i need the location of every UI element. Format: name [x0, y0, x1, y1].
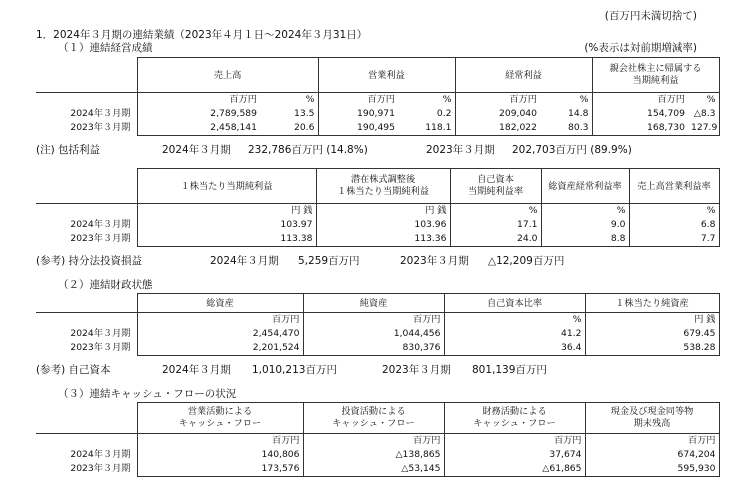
row-label: 2023年３月期 — [70, 342, 131, 354]
unit-pct: % — [260, 93, 318, 108]
header-bps: １株当たり純資産 — [585, 294, 719, 313]
unit-label: 円 銭 — [137, 204, 316, 219]
unit-label: 百万円 — [137, 313, 303, 328]
unit-yen: 百万円 — [592, 93, 688, 108]
per-share-table — [36, 168, 720, 247]
cell-value: △61,865 — [444, 462, 585, 477]
cell-value: 37,674 — [444, 448, 585, 462]
cell-value: 679.45 — [585, 327, 719, 341]
table-row — [36, 327, 719, 341]
section3-title: （３）連結キャッシュ・フローの状況 — [58, 388, 237, 400]
cell-value: 190,495 — [318, 121, 398, 136]
financial-position-table — [36, 293, 720, 356]
cell-value: 14.8 — [540, 107, 592, 121]
cell-value: 127.9 — [688, 121, 719, 136]
row-label: 2024年３月期 — [70, 219, 131, 230]
cell-value: △8.3 — [688, 107, 719, 121]
comprehensive-income-cur-value: 232,786百万円 (14.8%) — [248, 144, 368, 156]
cell-value: 17.1 — [450, 218, 541, 232]
equity-label: (参考) 自己資本 — [36, 364, 111, 376]
cell-value: 20.6 — [260, 121, 318, 136]
unit-label: 百万円 — [303, 434, 444, 449]
table-row — [36, 341, 719, 356]
unit-yen: 百万円 — [455, 93, 540, 108]
cell-value: 13.5 — [260, 107, 318, 121]
cell-value: 118.1 — [398, 121, 455, 136]
percent-note: (%表示は対前期増減率) — [584, 42, 697, 54]
header-operating-margin: 売上高営業利益率 — [629, 169, 719, 204]
cell-value: 80.3 — [540, 121, 592, 136]
equity-prev-value: 801,139百万円 — [472, 364, 547, 376]
unit-label: % — [444, 313, 585, 328]
unit-label: 円 銭 — [585, 313, 719, 328]
header-net-income-owners: 親会社株主に帰属する 当期純利益 — [592, 58, 719, 93]
unit-label: 百万円 — [444, 434, 585, 449]
equity-method-prev-label: 2023年３月期 — [400, 255, 469, 267]
cell-value: 0.2 — [398, 107, 455, 121]
cell-value: 140,806 — [137, 448, 303, 462]
header-diluted-eps: 潜在株式調整後 １株当たり当期純利益 — [316, 169, 450, 204]
comprehensive-income-prev-value: 202,703百万円 (89.9%) — [512, 144, 632, 156]
section2-title: （２）連結財政状態 — [58, 279, 153, 291]
unit-label: 円 銭 — [316, 204, 450, 219]
cell-value: 7.7 — [629, 232, 719, 247]
unit-label: 百万円 — [585, 434, 719, 449]
header-financing-cf: 財務活動による キャッシュ・フロー — [444, 403, 585, 434]
unit-label: 百万円 — [303, 313, 444, 328]
comprehensive-income-prev-label: 2023年３月期 — [426, 144, 495, 156]
header-cash-balance: 現金及び現金同等物 期末残高 — [585, 403, 719, 434]
cell-value: 36.4 — [444, 341, 585, 356]
unit-note: (百万円未満切捨て) — [604, 10, 697, 22]
header-total-assets: 総資産 — [137, 294, 303, 313]
unit-label: 百万円 — [137, 434, 303, 449]
cell-value: 103.96 — [316, 218, 450, 232]
equity-prev-label: 2023年３月期 — [382, 364, 451, 376]
cell-value: 190,971 — [318, 107, 398, 121]
header-eps: １株当たり当期純利益 — [137, 169, 316, 204]
cell-value: 154,709 — [592, 107, 688, 121]
cell-value: 830,376 — [303, 341, 444, 356]
cell-value: 168,730 — [592, 121, 688, 136]
equity-cur-label: 2024年３月期 — [162, 364, 231, 376]
cell-value: 2,789,589 — [137, 107, 260, 121]
table-row — [36, 121, 719, 136]
table-row — [36, 218, 719, 232]
header-equity-ratio: 自己資本比率 — [444, 294, 585, 313]
table-row — [36, 232, 719, 247]
equity-method-prev-value: △12,209百万円 — [488, 255, 565, 267]
header-roe: 自己資本 当期純利益率 — [450, 169, 541, 204]
cell-value: 674,204 — [585, 448, 719, 462]
cell-value: 113.36 — [316, 232, 450, 247]
table-row — [36, 462, 719, 477]
cell-value: 9.0 — [541, 218, 629, 232]
operating-results-table — [36, 57, 720, 136]
cell-value: 595,930 — [585, 462, 719, 477]
row-label: 2024年３月期 — [70, 449, 131, 460]
main-title: 1．2024年３月期の連結業績（2023年４月１日～2024年３月31日） — [36, 29, 368, 41]
table-row — [36, 448, 719, 462]
cell-value: 182,022 — [455, 121, 540, 136]
cell-value: 24.0 — [450, 232, 541, 247]
header-roa: 総資産経常利益率 — [541, 169, 629, 204]
equity-method-cur-label: 2024年３月期 — [210, 255, 279, 267]
comprehensive-income-label: (注) 包括利益 — [36, 144, 101, 156]
section1-title: （１）連結経営成績 — [58, 42, 153, 54]
unit-pct: % — [540, 93, 592, 108]
cell-value: △53,145 — [303, 462, 444, 477]
unit-label: % — [541, 204, 629, 219]
cell-value: 209,040 — [455, 107, 540, 121]
cell-value: 2,454,470 — [137, 327, 303, 341]
unit-label: % — [450, 204, 541, 219]
cell-value: 2,201,524 — [137, 341, 303, 356]
unit-yen: 百万円 — [137, 93, 260, 108]
cell-value: 2,458,141 — [137, 121, 260, 136]
cash-flow-table — [36, 402, 720, 477]
cell-value: △138,865 — [303, 448, 444, 462]
header-net-assets: 純資産 — [303, 294, 444, 313]
header-investing-cf: 投資活動による キャッシュ・フロー — [303, 403, 444, 434]
unit-label: % — [629, 204, 719, 219]
cell-value: 103.97 — [137, 218, 316, 232]
cell-value: 538.28 — [585, 341, 719, 356]
row-label: 2023年３月期 — [70, 463, 131, 475]
cell-value: 1,044,456 — [303, 327, 444, 341]
cell-value: 113.38 — [137, 232, 316, 247]
unit-pct: % — [398, 93, 455, 108]
row-label: 2023年３月期 — [70, 233, 131, 245]
comprehensive-income-cur-label: 2024年３月期 — [162, 144, 231, 156]
unit-pct: % — [688, 93, 719, 108]
table-row — [36, 107, 719, 121]
cell-value: 173,576 — [137, 462, 303, 477]
cell-value: 41.2 — [444, 327, 585, 341]
header-ordinary-income: 経常利益 — [455, 58, 592, 93]
row-label: 2024年３月期 — [70, 328, 131, 339]
equity-method-cur-value: 5,259百万円 — [298, 255, 360, 267]
cell-value: 8.8 — [541, 232, 629, 247]
header-net-sales: 売上高 — [137, 58, 318, 93]
equity-cur-value: 1,010,213百万円 — [252, 364, 337, 376]
row-label: 2024年３月期 — [70, 108, 131, 119]
equity-method-label: (参考) 持分法投資損益 — [36, 255, 143, 267]
header-operating-cf: 営業活動による キャッシュ・フロー — [137, 403, 303, 434]
row-label: 2023年３月期 — [70, 122, 131, 134]
cell-value: 6.8 — [629, 218, 719, 232]
unit-yen: 百万円 — [318, 93, 398, 108]
header-operating-income: 営業利益 — [318, 58, 455, 93]
